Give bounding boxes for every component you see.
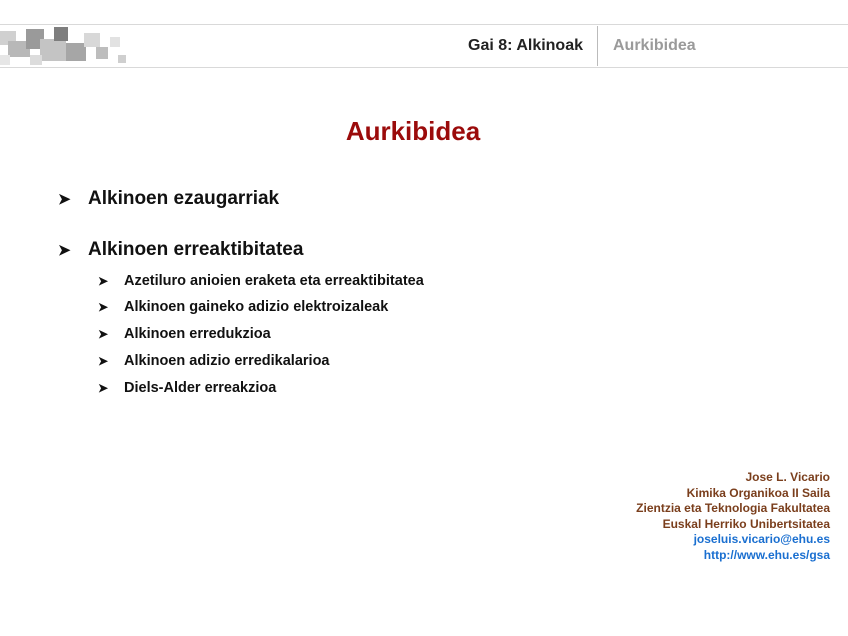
- author-credits: [636, 470, 830, 563]
- bullet-item: [58, 239, 303, 261]
- sub-bullet-label: Azetiluro anioien eraketa eta erreaktibitatea: [124, 273, 424, 289]
- section-name: Aurkibidea: [613, 37, 696, 54]
- author-university: Euskal Herriko Unibertsitatea: [662, 516, 830, 531]
- header-divider: [597, 26, 598, 66]
- bullet-arrow-icon: ➤: [98, 381, 109, 395]
- bullet-arrow-icon: ➤: [98, 354, 109, 368]
- sub-bullet-item: [98, 380, 276, 396]
- sub-bullet-item: [98, 299, 388, 315]
- author-website-link[interactable]: http://www.ehu.es/gsa: [703, 547, 830, 562]
- slide-title: Aurkibidea: [345, 116, 481, 146]
- sub-bullet-label: Alkinoen gaineko adizio elektroizaleak: [124, 299, 389, 315]
- author-faculty: Zientzia eta Teknologia Fakultatea: [636, 501, 830, 515]
- sub-bullet-label: Alkinoen erredukzioa: [124, 326, 271, 342]
- sub-bullet-label: Alkinoen adizio erredikalarioa: [124, 353, 330, 369]
- slide-header: [0, 24, 848, 68]
- presentation-title: Gai 8: Alkinoak: [468, 37, 583, 54]
- bullet-label: Alkinoen ezaugarriak: [88, 188, 280, 209]
- author-department: Kimika Organikoa II Saila: [686, 485, 830, 500]
- bullet-arrow-icon: ➤: [98, 274, 109, 288]
- bullet-arrow-icon: ➤: [58, 191, 71, 208]
- bullet-label: Alkinoen erreaktibitatea: [88, 239, 304, 260]
- bullet-arrow-icon: ➤: [58, 242, 71, 259]
- sub-bullet-item: [98, 273, 424, 289]
- bullet-arrow-icon: ➤: [98, 327, 109, 341]
- author-name: Jose L. Vicario: [745, 470, 830, 484]
- university-logo-graphic: [0, 25, 130, 67]
- sub-bullet-item: [98, 326, 271, 342]
- author-email-link[interactable]: joseluis.vicario@ehu.es: [693, 532, 830, 546]
- bullet-item: [58, 188, 279, 210]
- bullet-arrow-icon: ➤: [98, 300, 109, 314]
- sub-bullet-label: Diels-Alder erreakzioa: [124, 380, 277, 396]
- sub-bullet-item: [98, 353, 330, 369]
